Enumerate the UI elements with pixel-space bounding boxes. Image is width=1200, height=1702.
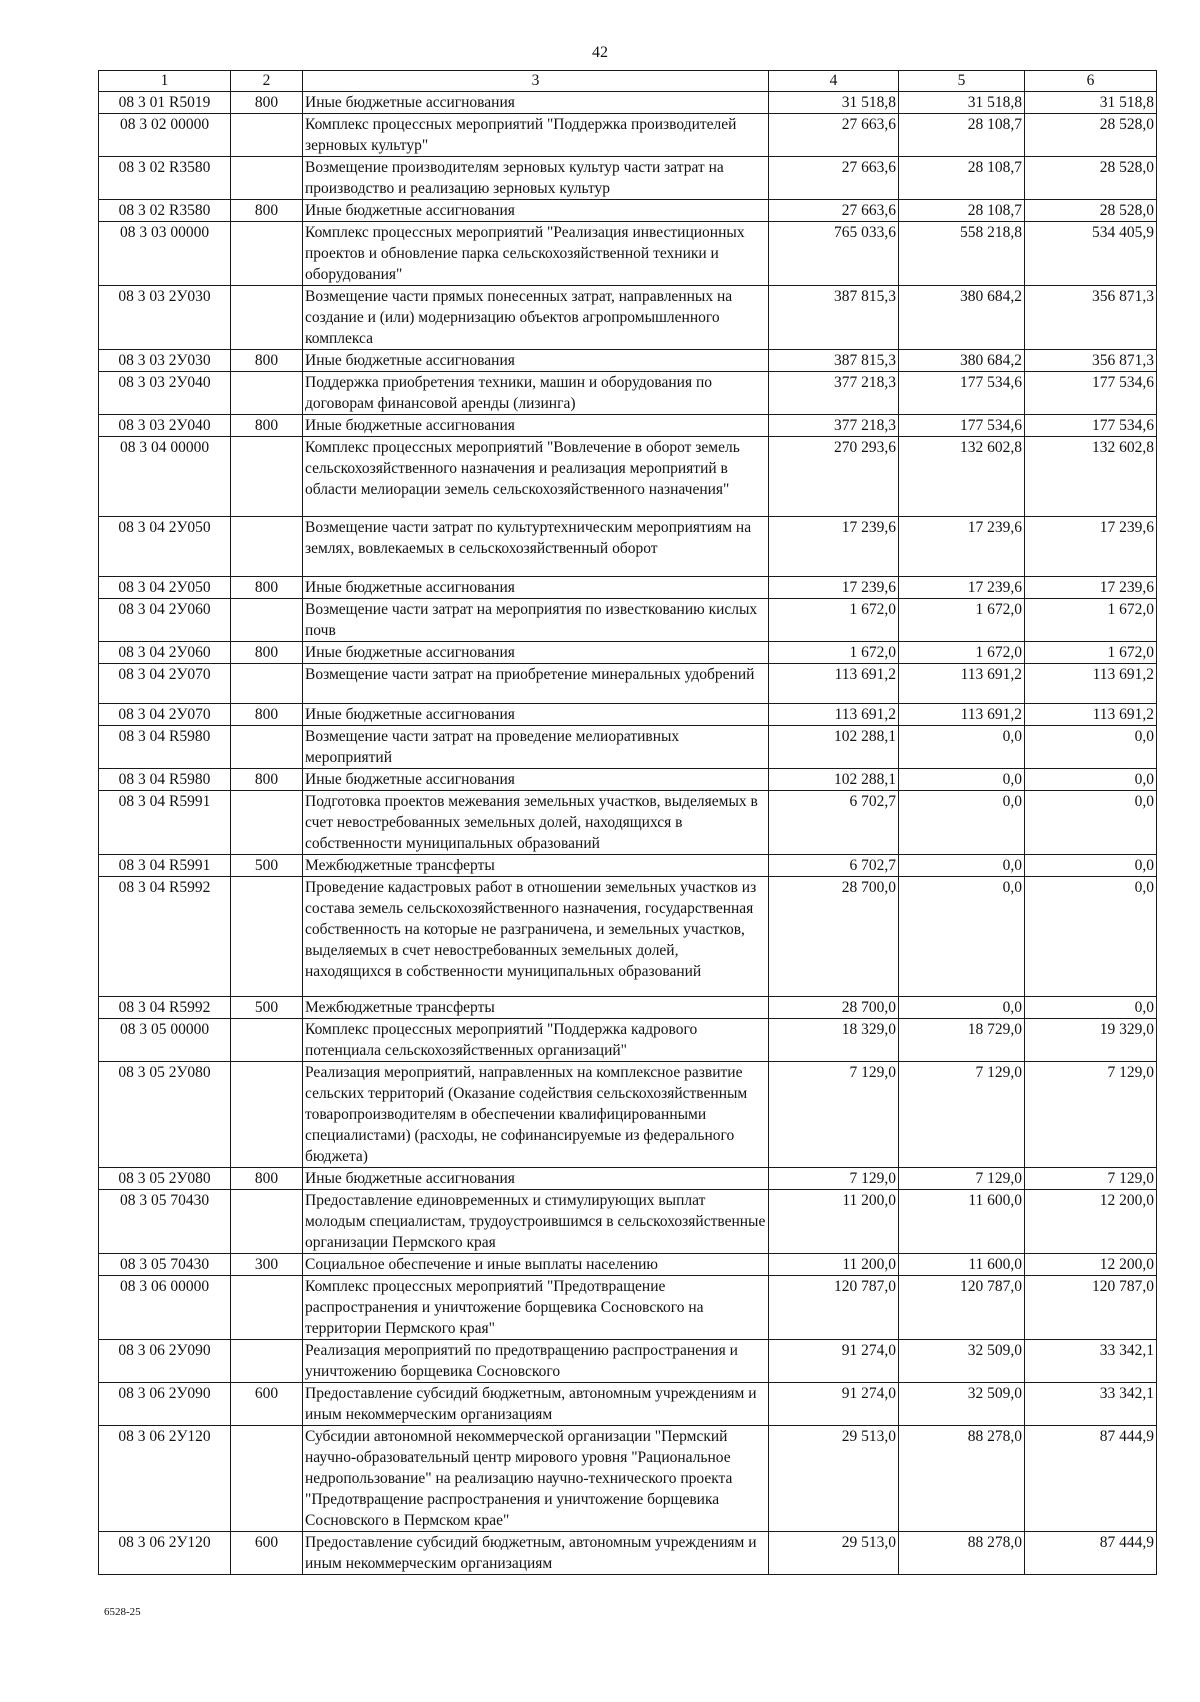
expense-type-cell xyxy=(231,222,303,286)
amount-col4-cell: 6 702,7 xyxy=(769,791,899,855)
expense-type-cell: 600 xyxy=(231,1383,303,1426)
amount-col6-cell: 356 871,3 xyxy=(1025,286,1157,350)
description-cell: Комплекс процессных мероприятий "Вовлечение в оборот земель сельскохозяйственного назначения и реализация мероприятий в области мелиорации земель сельскохозяйственного назначения" xyxy=(303,437,769,517)
description-cell: Предоставление единовременных и стимулирующих выплат молодым специалистам, трудоустроившимся в сельскохозяйственные организации Пермского края xyxy=(303,1190,769,1254)
table-row xyxy=(99,577,1157,599)
budget-code-cell: 08 3 06 2У120 xyxy=(99,1426,231,1532)
expense-type-cell: 500 xyxy=(231,855,303,877)
description-cell: Возмещение части затрат по культуртехническим мероприятиям на землях, вовлекаемых в сельскохозяйственный оборот xyxy=(303,517,769,577)
budget-code-cell: 08 3 05 2У080 xyxy=(99,1168,231,1190)
expense-type-cell xyxy=(231,726,303,769)
budget-code-cell: 08 3 03 2У030 xyxy=(99,350,231,372)
budget-code-cell: 08 3 04 00000 xyxy=(99,437,231,517)
amount-col6-cell: 132 602,8 xyxy=(1025,437,1157,517)
amount-col5-cell: 177 534,6 xyxy=(899,415,1025,437)
expense-type-cell: 800 xyxy=(231,577,303,599)
description-cell: Подготовка проектов межевания земельных участков, выделяемых в счет невостребованных земельных долей, находящихся в собственности муниципальных образований xyxy=(303,791,769,855)
amount-col5-cell: 88 278,0 xyxy=(899,1426,1025,1532)
table-row xyxy=(99,517,1157,577)
expense-type-cell: 800 xyxy=(231,642,303,664)
amount-col6-cell: 17 239,6 xyxy=(1025,517,1157,577)
budget-code-cell: 08 3 04 R5992 xyxy=(99,997,231,1019)
page-number: 42 xyxy=(592,44,608,61)
amount-col5-cell: 0,0 xyxy=(899,877,1025,997)
amount-col5-cell: 32 509,0 xyxy=(899,1383,1025,1426)
table-row xyxy=(99,769,1157,791)
description-cell: Иные бюджетные ассигнования xyxy=(303,704,769,726)
description-cell: Комплекс процессных мероприятий "Реализация инвестиционных проектов и обновление парка сельскохозяйственной техники и оборудования" xyxy=(303,222,769,286)
table-row xyxy=(99,726,1157,769)
budget-code-cell: 08 3 05 2У080 xyxy=(99,1062,231,1168)
amount-col6-cell: 33 342,1 xyxy=(1025,1340,1157,1383)
expense-type-cell: 800 xyxy=(231,415,303,437)
amount-col6-cell: 0,0 xyxy=(1025,791,1157,855)
budget-code-cell: 08 3 04 2У060 xyxy=(99,642,231,664)
description-cell: Иные бюджетные ассигнования xyxy=(303,577,769,599)
amount-col4-cell: 27 663,6 xyxy=(769,114,899,157)
amount-col4-cell: 28 700,0 xyxy=(769,877,899,997)
table-row xyxy=(99,1340,1157,1383)
column-header: 3 xyxy=(303,71,769,92)
amount-col6-cell: 113 691,2 xyxy=(1025,704,1157,726)
amount-col5-cell: 380 684,2 xyxy=(899,350,1025,372)
amount-col4-cell: 29 513,0 xyxy=(769,1532,899,1575)
budget-code-cell: 08 3 05 00000 xyxy=(99,1019,231,1062)
budget-code-cell: 08 3 04 2У070 xyxy=(99,664,231,704)
table-row xyxy=(99,1019,1157,1062)
budget-code-cell: 08 3 03 2У040 xyxy=(99,372,231,415)
expense-type-cell xyxy=(231,517,303,577)
column-header: 1 xyxy=(99,71,231,92)
table-row xyxy=(99,200,1157,222)
expense-type-cell: 800 xyxy=(231,350,303,372)
budget-code-cell: 08 3 04 R5980 xyxy=(99,726,231,769)
description-cell: Возмещение части затрат на проведение мелиоративных мероприятий xyxy=(303,726,769,769)
amount-col6-cell: 177 534,6 xyxy=(1025,372,1157,415)
table-row xyxy=(99,1426,1157,1532)
amount-col5-cell: 113 691,2 xyxy=(899,704,1025,726)
budget-code-cell: 08 3 06 2У090 xyxy=(99,1383,231,1426)
amount-col6-cell: 7 129,0 xyxy=(1025,1168,1157,1190)
amount-col5-cell: 0,0 xyxy=(899,791,1025,855)
expense-type-cell xyxy=(231,157,303,200)
amount-col4-cell: 113 691,2 xyxy=(769,704,899,726)
budget-code-cell: 08 3 06 2У090 xyxy=(99,1340,231,1383)
expense-type-cell: 600 xyxy=(231,1532,303,1575)
expense-type-cell xyxy=(231,1190,303,1254)
table-row xyxy=(99,415,1157,437)
expense-type-cell: 800 xyxy=(231,200,303,222)
table-row xyxy=(99,877,1157,997)
description-cell: Возмещение части затрат на мероприятия по известкованию кислых почв xyxy=(303,599,769,642)
table-row xyxy=(99,1168,1157,1190)
description-cell: Предоставление субсидий бюджетным, автономным учреждениям и иным некоммерческим организациям xyxy=(303,1383,769,1426)
table-row xyxy=(99,1062,1157,1168)
table-row xyxy=(99,855,1157,877)
budget-code-cell: 08 3 05 70430 xyxy=(99,1190,231,1254)
description-cell: Иные бюджетные ассигнования xyxy=(303,350,769,372)
amount-col6-cell: 87 444,9 xyxy=(1025,1532,1157,1575)
amount-col5-cell: 132 602,8 xyxy=(899,437,1025,517)
amount-col4-cell: 1 672,0 xyxy=(769,642,899,664)
amount-col6-cell: 28 528,0 xyxy=(1025,157,1157,200)
amount-col5-cell: 11 600,0 xyxy=(899,1190,1025,1254)
description-cell: Иные бюджетные ассигнования xyxy=(303,642,769,664)
amount-col5-cell: 31 518,8 xyxy=(899,92,1025,114)
amount-col6-cell: 28 528,0 xyxy=(1025,200,1157,222)
expense-type-cell xyxy=(231,437,303,517)
amount-col4-cell: 91 274,0 xyxy=(769,1383,899,1426)
expense-type-cell: 500 xyxy=(231,997,303,1019)
amount-col4-cell: 377 218,3 xyxy=(769,415,899,437)
table-row xyxy=(99,704,1157,726)
amount-col6-cell: 120 787,0 xyxy=(1025,1276,1157,1340)
column-header: 5 xyxy=(899,71,1025,92)
table-row xyxy=(99,1254,1157,1276)
budget-code-cell: 08 3 02 R3580 xyxy=(99,200,231,222)
description-cell: Комплекс процессных мероприятий "Предотвращение распространения и уничтожение борщевика Сосновского на территории Пермского края" xyxy=(303,1276,769,1340)
amount-col6-cell: 1 672,0 xyxy=(1025,599,1157,642)
amount-col5-cell: 17 239,6 xyxy=(899,577,1025,599)
amount-col6-cell: 0,0 xyxy=(1025,877,1157,997)
expense-type-cell: 800 xyxy=(231,1168,303,1190)
amount-col4-cell: 28 700,0 xyxy=(769,997,899,1019)
amount-col5-cell: 113 691,2 xyxy=(899,664,1025,704)
amount-col4-cell: 113 691,2 xyxy=(769,664,899,704)
expense-type-cell xyxy=(231,114,303,157)
table-row xyxy=(99,642,1157,664)
amount-col4-cell: 29 513,0 xyxy=(769,1426,899,1532)
description-cell: Возмещение части затрат на приобретение минеральных удобрений xyxy=(303,664,769,704)
amount-col6-cell: 0,0 xyxy=(1025,997,1157,1019)
expense-type-cell xyxy=(231,1340,303,1383)
amount-col5-cell: 28 108,7 xyxy=(899,200,1025,222)
expense-type-cell xyxy=(231,664,303,704)
table-row xyxy=(99,1383,1157,1426)
amount-col4-cell: 765 033,6 xyxy=(769,222,899,286)
table-body xyxy=(99,92,1157,1575)
table-row xyxy=(99,1532,1157,1575)
budget-table xyxy=(98,70,1157,1575)
budget-code-cell: 08 3 03 2У040 xyxy=(99,415,231,437)
amount-col4-cell: 91 274,0 xyxy=(769,1340,899,1383)
amount-col5-cell: 17 239,6 xyxy=(899,517,1025,577)
amount-col5-cell: 28 108,7 xyxy=(899,114,1025,157)
column-header: 6 xyxy=(1025,71,1157,92)
amount-col5-cell: 28 108,7 xyxy=(899,157,1025,200)
amount-col4-cell: 18 329,0 xyxy=(769,1019,899,1062)
amount-col5-cell: 380 684,2 xyxy=(899,286,1025,350)
amount-col5-cell: 32 509,0 xyxy=(899,1340,1025,1383)
description-cell: Возмещение части прямых понесенных затрат, направленных на создание и (или) модернизацию объектов агропромышленного комплекса xyxy=(303,286,769,350)
table-row xyxy=(99,114,1157,157)
table-row xyxy=(99,372,1157,415)
amount-col4-cell: 11 200,0 xyxy=(769,1190,899,1254)
amount-col5-cell: 558 218,8 xyxy=(899,222,1025,286)
description-cell: Иные бюджетные ассигнования xyxy=(303,769,769,791)
amount-col4-cell: 387 815,3 xyxy=(769,350,899,372)
expense-type-cell xyxy=(231,286,303,350)
description-cell: Предоставление субсидий бюджетным, автономным учреждениям и иным некоммерческим организациям xyxy=(303,1532,769,1575)
budget-code-cell: 08 3 06 2У120 xyxy=(99,1532,231,1575)
table-row xyxy=(99,1276,1157,1340)
expense-type-cell xyxy=(231,372,303,415)
amount-col6-cell: 31 518,8 xyxy=(1025,92,1157,114)
amount-col4-cell: 387 815,3 xyxy=(769,286,899,350)
amount-col4-cell: 27 663,6 xyxy=(769,200,899,222)
table-row xyxy=(99,997,1157,1019)
expense-type-cell: 300 xyxy=(231,1254,303,1276)
amount-col4-cell: 7 129,0 xyxy=(769,1168,899,1190)
amount-col6-cell: 0,0 xyxy=(1025,855,1157,877)
amount-col4-cell: 11 200,0 xyxy=(769,1254,899,1276)
description-cell: Иные бюджетные ассигнования xyxy=(303,415,769,437)
amount-col6-cell: 28 528,0 xyxy=(1025,114,1157,157)
expense-type-cell xyxy=(231,877,303,997)
expense-type-cell: 800 xyxy=(231,769,303,791)
expense-type-cell xyxy=(231,1276,303,1340)
amount-col4-cell: 7 129,0 xyxy=(769,1062,899,1168)
amount-col6-cell: 534 405,9 xyxy=(1025,222,1157,286)
amount-col4-cell: 377 218,3 xyxy=(769,372,899,415)
amount-col4-cell: 27 663,6 xyxy=(769,157,899,200)
amount-col5-cell: 0,0 xyxy=(899,769,1025,791)
description-cell: Субсидии автономной некоммерческой организации "Пермский научно-образовательный центр мирового уровня "Рациональное недропользование" на реализацию научно-технического проекта "Предотвращение распространения и уничтожение борщевика Сосновского в Пермском крае" xyxy=(303,1426,769,1532)
description-cell: Проведение кадастровых работ в отношении земельных участков из состава земель сельскохозяйственного назначения, государственная собственность на которые не разграничена, и земельных участков, выделяемых в счет невостребованных земельных долей, находящихся в собственности муниципальных образований xyxy=(303,877,769,997)
budget-code-cell: 08 3 04 2У070 xyxy=(99,704,231,726)
description-cell: Комплекс процессных мероприятий "Поддержка кадрового потенциала сельскохозяйственных организаций" xyxy=(303,1019,769,1062)
amount-col5-cell: 1 672,0 xyxy=(899,642,1025,664)
table-row xyxy=(99,1190,1157,1254)
expense-type-cell: 800 xyxy=(231,704,303,726)
budget-code-cell: 08 3 04 2У050 xyxy=(99,577,231,599)
column-header: 2 xyxy=(231,71,303,92)
amount-col4-cell: 17 239,6 xyxy=(769,577,899,599)
amount-col4-cell: 120 787,0 xyxy=(769,1276,899,1340)
amount-col5-cell: 11 600,0 xyxy=(899,1254,1025,1276)
amount-col5-cell: 120 787,0 xyxy=(899,1276,1025,1340)
amount-col5-cell: 7 129,0 xyxy=(899,1168,1025,1190)
amount-col6-cell: 19 329,0 xyxy=(1025,1019,1157,1062)
description-cell: Поддержка приобретения техники, машин и оборудования по договорам финансовой аренды (лизинга) xyxy=(303,372,769,415)
expense-type-cell xyxy=(231,1062,303,1168)
amount-col4-cell: 270 293,6 xyxy=(769,437,899,517)
table-row xyxy=(99,791,1157,855)
description-cell: Межбюджетные трансферты xyxy=(303,997,769,1019)
description-cell: Иные бюджетные ассигнования xyxy=(303,1168,769,1190)
table-row xyxy=(99,437,1157,517)
amount-col5-cell: 7 129,0 xyxy=(899,1062,1025,1168)
description-cell: Возмещение производителям зерновых культур части затрат на производство и реализацию зерновых культур xyxy=(303,157,769,200)
description-cell: Социальное обеспечение и иные выплаты населению xyxy=(303,1254,769,1276)
amount-col6-cell: 7 129,0 xyxy=(1025,1062,1157,1168)
expense-type-cell xyxy=(231,791,303,855)
budget-code-cell: 08 3 05 70430 xyxy=(99,1254,231,1276)
header-row xyxy=(99,71,1157,92)
amount-col6-cell: 356 871,3 xyxy=(1025,350,1157,372)
table-row xyxy=(99,92,1157,114)
table-row xyxy=(99,664,1157,704)
footer-code: 6528-25 xyxy=(104,1606,141,1618)
budget-code-cell: 08 3 04 2У050 xyxy=(99,517,231,577)
amount-col4-cell: 17 239,6 xyxy=(769,517,899,577)
amount-col4-cell: 31 518,8 xyxy=(769,92,899,114)
amount-col5-cell: 177 534,6 xyxy=(899,372,1025,415)
amount-col5-cell: 1 672,0 xyxy=(899,599,1025,642)
amount-col6-cell: 33 342,1 xyxy=(1025,1383,1157,1426)
amount-col6-cell: 0,0 xyxy=(1025,769,1157,791)
amount-col6-cell: 12 200,0 xyxy=(1025,1254,1157,1276)
description-cell: Реализация мероприятий, направленных на комплексное развитие сельских территорий (Оказание содействия сельскохозяйственным товаропроизводителям в обеспечении квалифицированными специалистами) (расходы, не софинансируемые из федерального бюджета) xyxy=(303,1062,769,1168)
amount-col6-cell: 12 200,0 xyxy=(1025,1190,1157,1254)
amount-col5-cell: 0,0 xyxy=(899,726,1025,769)
table-row xyxy=(99,157,1157,200)
description-cell: Межбюджетные трансферты xyxy=(303,855,769,877)
expense-type-cell xyxy=(231,599,303,642)
budget-code-cell: 08 3 02 00000 xyxy=(99,114,231,157)
amount-col5-cell: 88 278,0 xyxy=(899,1532,1025,1575)
amount-col6-cell: 177 534,6 xyxy=(1025,415,1157,437)
amount-col6-cell: 0,0 xyxy=(1025,726,1157,769)
budget-code-cell: 08 3 04 R5991 xyxy=(99,791,231,855)
description-cell: Иные бюджетные ассигнования xyxy=(303,92,769,114)
amount-col4-cell: 102 288,1 xyxy=(769,726,899,769)
budget-code-cell: 08 3 03 00000 xyxy=(99,222,231,286)
amount-col6-cell: 113 691,2 xyxy=(1025,664,1157,704)
budget-code-cell: 08 3 04 R5991 xyxy=(99,855,231,877)
budget-code-cell: 08 3 06 00000 xyxy=(99,1276,231,1340)
budget-code-cell: 08 3 02 R3580 xyxy=(99,157,231,200)
budget-code-cell: 08 3 04 R5992 xyxy=(99,877,231,997)
budget-code-cell: 08 3 04 2У060 xyxy=(99,599,231,642)
amount-col4-cell: 1 672,0 xyxy=(769,599,899,642)
description-cell: Иные бюджетные ассигнования xyxy=(303,200,769,222)
expense-type-cell xyxy=(231,1426,303,1532)
table-row xyxy=(99,222,1157,286)
table-row xyxy=(99,350,1157,372)
table-row xyxy=(99,599,1157,642)
expense-type-cell xyxy=(231,1019,303,1062)
amount-col6-cell: 1 672,0 xyxy=(1025,642,1157,664)
budget-code-cell: 08 3 04 R5980 xyxy=(99,769,231,791)
budget-code-cell: 08 3 03 2У030 xyxy=(99,286,231,350)
budget-code-cell: 08 3 01 R5019 xyxy=(99,92,231,114)
expense-type-cell: 800 xyxy=(231,92,303,114)
amount-col5-cell: 0,0 xyxy=(899,997,1025,1019)
amount-col5-cell: 0,0 xyxy=(899,855,1025,877)
amount-col6-cell: 17 239,6 xyxy=(1025,577,1157,599)
amount-col5-cell: 18 729,0 xyxy=(899,1019,1025,1062)
description-cell: Реализация мероприятий по предотвращению распространения и уничтожению борщевика Сосновского xyxy=(303,1340,769,1383)
table-row xyxy=(99,286,1157,350)
amount-col6-cell: 87 444,9 xyxy=(1025,1426,1157,1532)
amount-col4-cell: 102 288,1 xyxy=(769,769,899,791)
column-header: 4 xyxy=(769,71,899,92)
description-cell: Комплекс процессных мероприятий "Поддержка производителей зерновых культур" xyxy=(303,114,769,157)
amount-col4-cell: 6 702,7 xyxy=(769,855,899,877)
